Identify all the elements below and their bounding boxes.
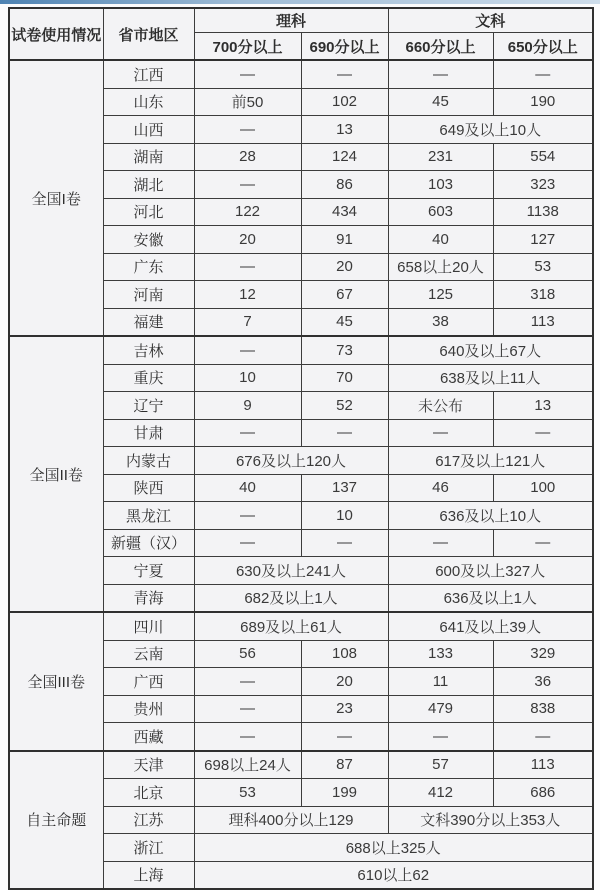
value-cell: — bbox=[194, 336, 301, 364]
value-cell: 20 bbox=[301, 253, 388, 281]
value-cell: 636及以上1人 bbox=[388, 584, 593, 612]
value-cell: — bbox=[194, 116, 301, 144]
value-cell: 838 bbox=[493, 695, 593, 723]
value-cell: 86 bbox=[301, 171, 388, 199]
value-cell: 434 bbox=[301, 198, 388, 226]
value-cell: 前50 bbox=[194, 88, 301, 116]
value-cell: 12 bbox=[194, 281, 301, 309]
value-cell: 67 bbox=[301, 281, 388, 309]
region-cell: 上海 bbox=[103, 861, 194, 889]
value-cell: 100 bbox=[493, 474, 593, 502]
value-cell: — bbox=[388, 529, 493, 557]
value-cell: — bbox=[493, 529, 593, 557]
value-cell: 133 bbox=[388, 640, 493, 668]
value-cell: 689及以上61人 bbox=[194, 612, 388, 640]
group-label: 全国III卷 bbox=[9, 612, 103, 751]
value-cell: 28 bbox=[194, 143, 301, 171]
region-cell: 辽宁 bbox=[103, 392, 194, 420]
value-cell: — bbox=[194, 171, 301, 199]
value-cell: — bbox=[194, 668, 301, 696]
value-cell: 554 bbox=[493, 143, 593, 171]
value-cell: 53 bbox=[194, 779, 301, 807]
value-cell: 640及以上67人 bbox=[388, 336, 593, 364]
value-cell: 641及以上39人 bbox=[388, 612, 593, 640]
region-cell: 江苏 bbox=[103, 806, 194, 834]
value-cell: — bbox=[493, 60, 593, 88]
header-sub-660: 660分以上 bbox=[388, 33, 493, 61]
region-cell: 山西 bbox=[103, 116, 194, 144]
value-cell: — bbox=[194, 419, 301, 447]
table-body bbox=[9, 60, 593, 889]
value-cell: 610以上62 bbox=[194, 861, 593, 889]
region-cell: 四川 bbox=[103, 612, 194, 640]
region-cell: 甘肃 bbox=[103, 419, 194, 447]
value-cell: 658以上20人 bbox=[388, 253, 493, 281]
value-cell: 688以上325人 bbox=[194, 834, 593, 862]
value-cell: 53 bbox=[493, 253, 593, 281]
value-cell: 124 bbox=[301, 143, 388, 171]
region-cell: 新疆（汉） bbox=[103, 529, 194, 557]
value-cell: 682及以上1人 bbox=[194, 584, 388, 612]
value-cell: 10 bbox=[194, 364, 301, 392]
value-cell: 649及以上10人 bbox=[388, 116, 593, 144]
value-cell: 7 bbox=[194, 308, 301, 336]
value-cell: 36 bbox=[493, 668, 593, 696]
value-cell: 479 bbox=[388, 695, 493, 723]
value-cell: 122 bbox=[194, 198, 301, 226]
value-cell: — bbox=[493, 419, 593, 447]
score-table bbox=[8, 7, 594, 890]
region-cell: 黑龙江 bbox=[103, 502, 194, 530]
header-usage: 试卷使用情况 bbox=[9, 8, 103, 60]
value-cell: — bbox=[194, 253, 301, 281]
value-cell: 318 bbox=[493, 281, 593, 309]
value-cell: 52 bbox=[301, 392, 388, 420]
region-cell: 河北 bbox=[103, 198, 194, 226]
value-cell: — bbox=[301, 723, 388, 751]
value-cell: 40 bbox=[194, 474, 301, 502]
value-cell: 412 bbox=[388, 779, 493, 807]
table-row bbox=[9, 751, 593, 779]
region-cell: 重庆 bbox=[103, 364, 194, 392]
value-cell: 323 bbox=[493, 171, 593, 199]
header-region: 省市地区 bbox=[103, 8, 194, 60]
value-cell: 603 bbox=[388, 198, 493, 226]
region-cell: 湖北 bbox=[103, 171, 194, 199]
value-cell: 676及以上120人 bbox=[194, 447, 388, 475]
value-cell: 103 bbox=[388, 171, 493, 199]
value-cell: 636及以上10人 bbox=[388, 502, 593, 530]
region-cell: 浙江 bbox=[103, 834, 194, 862]
top-edge-strip bbox=[0, 0, 600, 4]
region-cell: 青海 bbox=[103, 584, 194, 612]
value-cell: — bbox=[194, 529, 301, 557]
value-cell: 46 bbox=[388, 474, 493, 502]
value-cell: 57 bbox=[388, 751, 493, 779]
region-cell: 宁夏 bbox=[103, 557, 194, 585]
value-cell: 638及以上11人 bbox=[388, 364, 593, 392]
value-cell: — bbox=[194, 723, 301, 751]
value-cell: 11 bbox=[388, 668, 493, 696]
value-cell: 108 bbox=[301, 640, 388, 668]
table-header bbox=[9, 8, 593, 60]
region-cell: 广东 bbox=[103, 253, 194, 281]
value-cell: 102 bbox=[301, 88, 388, 116]
value-cell: 9 bbox=[194, 392, 301, 420]
value-cell: — bbox=[388, 419, 493, 447]
region-cell: 河南 bbox=[103, 281, 194, 309]
value-cell: 文科390分以上353人 bbox=[388, 806, 593, 834]
value-cell: 190 bbox=[493, 88, 593, 116]
value-cell: 38 bbox=[388, 308, 493, 336]
region-cell: 安徽 bbox=[103, 226, 194, 254]
value-cell: — bbox=[194, 60, 301, 88]
value-cell: 127 bbox=[493, 226, 593, 254]
value-cell: 未公布 bbox=[388, 392, 493, 420]
value-cell: 45 bbox=[388, 88, 493, 116]
value-cell: 13 bbox=[301, 116, 388, 144]
value-cell: 113 bbox=[493, 751, 593, 779]
value-cell: 617及以上121人 bbox=[388, 447, 593, 475]
value-cell: — bbox=[301, 529, 388, 557]
value-cell: 40 bbox=[388, 226, 493, 254]
region-cell: 吉林 bbox=[103, 336, 194, 364]
region-cell: 江西 bbox=[103, 60, 194, 88]
value-cell: 686 bbox=[493, 779, 593, 807]
table-row bbox=[9, 60, 593, 88]
value-cell: 70 bbox=[301, 364, 388, 392]
group-label: 全国II卷 bbox=[9, 336, 103, 612]
value-cell: 199 bbox=[301, 779, 388, 807]
value-cell: 理科400分以上129 bbox=[194, 806, 388, 834]
value-cell: 630及以上241人 bbox=[194, 557, 388, 585]
table-row bbox=[9, 336, 593, 364]
value-cell: 87 bbox=[301, 751, 388, 779]
value-cell: 13 bbox=[493, 392, 593, 420]
value-cell: 91 bbox=[301, 226, 388, 254]
value-cell: 20 bbox=[301, 668, 388, 696]
header-sub-650: 650分以上 bbox=[493, 33, 593, 61]
value-cell: 1138 bbox=[493, 198, 593, 226]
value-cell: 137 bbox=[301, 474, 388, 502]
value-cell: — bbox=[301, 60, 388, 88]
value-cell: 23 bbox=[301, 695, 388, 723]
region-cell: 云南 bbox=[103, 640, 194, 668]
table-row bbox=[9, 612, 593, 640]
region-cell: 北京 bbox=[103, 779, 194, 807]
header-arts: 文科 bbox=[388, 8, 593, 33]
value-cell: — bbox=[194, 695, 301, 723]
region-cell: 陕西 bbox=[103, 474, 194, 502]
value-cell: 113 bbox=[493, 308, 593, 336]
group-label: 自主命题 bbox=[9, 751, 103, 890]
value-cell: — bbox=[388, 723, 493, 751]
value-cell: 231 bbox=[388, 143, 493, 171]
group-label: 全国I卷 bbox=[9, 60, 103, 336]
value-cell: — bbox=[388, 60, 493, 88]
region-cell: 福建 bbox=[103, 308, 194, 336]
region-cell: 西藏 bbox=[103, 723, 194, 751]
value-cell: — bbox=[301, 419, 388, 447]
region-cell: 内蒙古 bbox=[103, 447, 194, 475]
value-cell: 125 bbox=[388, 281, 493, 309]
value-cell: 698以上24人 bbox=[194, 751, 301, 779]
value-cell: 56 bbox=[194, 640, 301, 668]
value-cell: 20 bbox=[194, 226, 301, 254]
header-sub-700: 700分以上 bbox=[194, 33, 301, 61]
value-cell: — bbox=[194, 502, 301, 530]
region-cell: 贵州 bbox=[103, 695, 194, 723]
region-cell: 天津 bbox=[103, 751, 194, 779]
value-cell: 73 bbox=[301, 336, 388, 364]
value-cell: 10 bbox=[301, 502, 388, 530]
value-cell: — bbox=[493, 723, 593, 751]
header-science: 理科 bbox=[194, 8, 388, 33]
value-cell: 600及以上327人 bbox=[388, 557, 593, 585]
region-cell: 湖南 bbox=[103, 143, 194, 171]
region-cell: 山东 bbox=[103, 88, 194, 116]
header-sub-690: 690分以上 bbox=[301, 33, 388, 61]
region-cell: 广西 bbox=[103, 668, 194, 696]
value-cell: 329 bbox=[493, 640, 593, 668]
value-cell: 45 bbox=[301, 308, 388, 336]
